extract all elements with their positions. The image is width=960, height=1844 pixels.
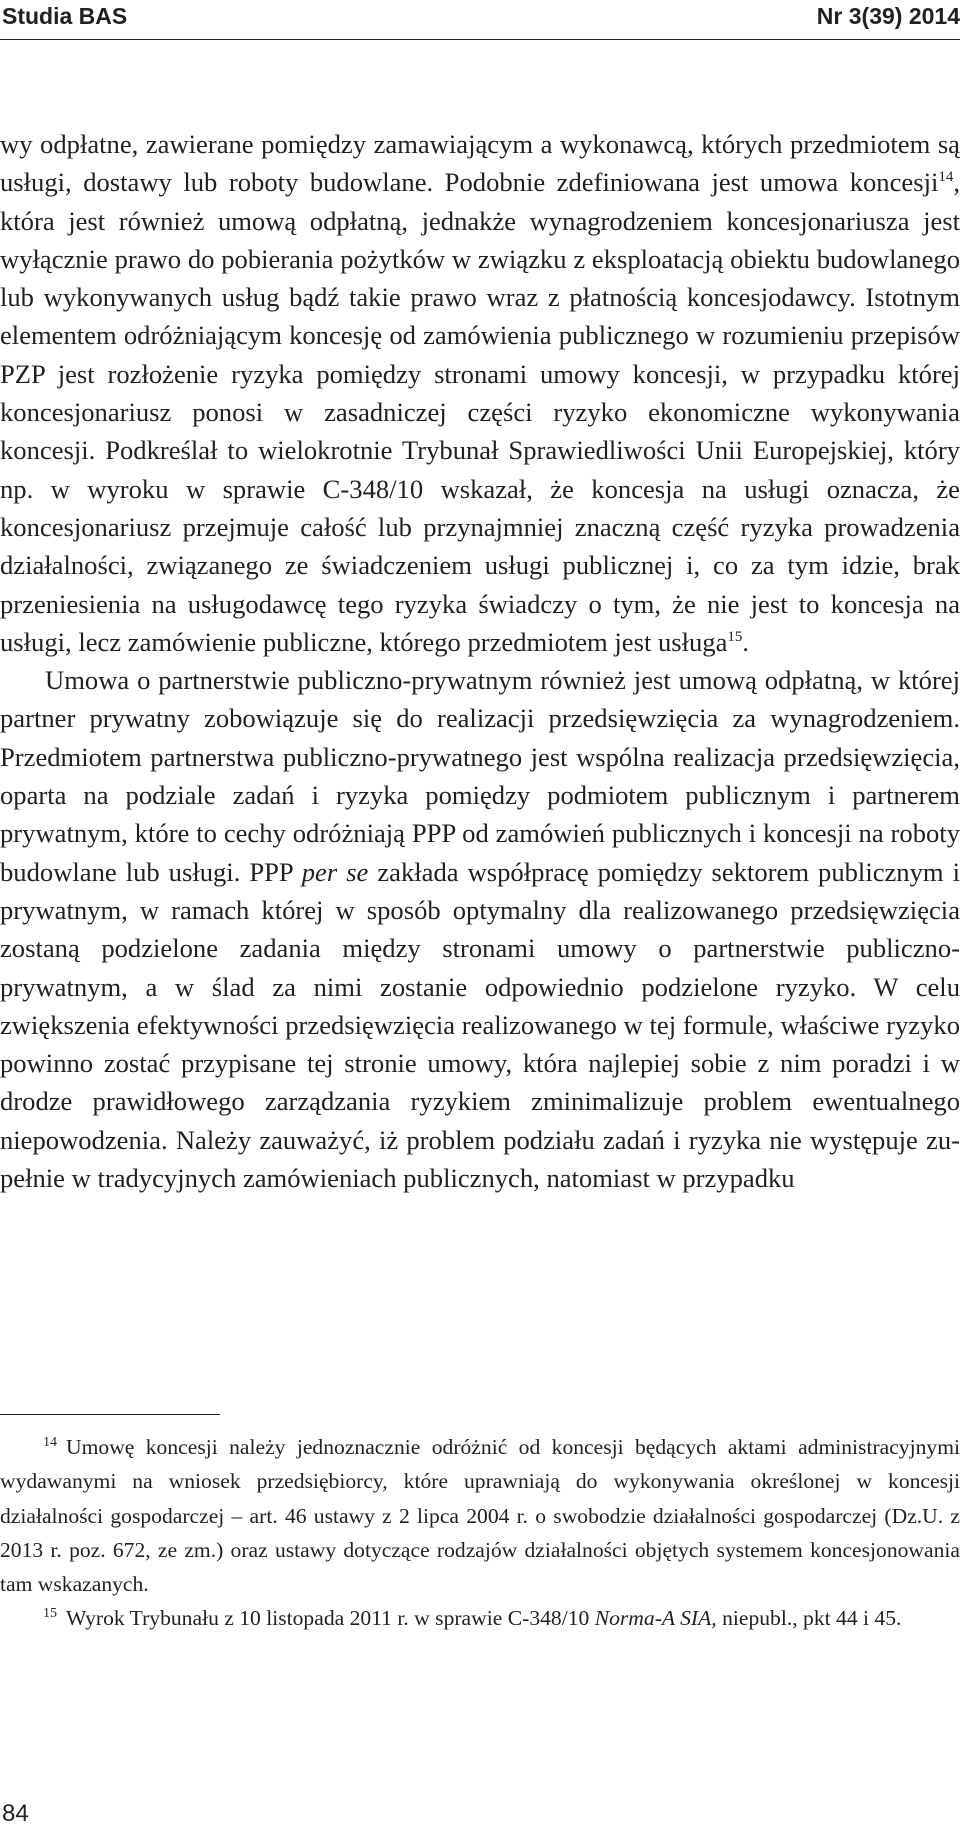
- paragraph-2: [0, 661, 960, 1197]
- paragraph-1-part-a: wy odpłatne, zawierane pomiędzy zamawiającym a wykonawcą, których przedmiotem są usługi, dostawy lub roboty budowlane. Podobnie zdefiniowana jest umowa koncesji: [0, 129, 960, 198]
- footnote-15-part-a: Wyrok Trybunału z 10 listopada 2011 r. w sprawie C-348/10: [66, 1606, 595, 1631]
- footnote-14-text: Umowę koncesji należy jednoznacznie odróżnić od koncesji będących aktami administracyjnymi wydawanymi na wniosek przedsiębiorcy, które uprawniają do wykonywania określonej w koncesji działalności gospodarczej – art. 46 ustawy z 2 lipca 2004 r. o swobodzie działalności gospodarczej (Dz.U. z 2013 r. poz. 672, ze zm.) oraz ustawy dotyczące rodzajów działalności objętych systemem koncesjonowania tam wskazanych.: [0, 1435, 960, 1597]
- paragraph-1-part-b: , która jest również umową odpłatną, jednakże wynagrodzeniem koncesjonariusza jest wyłącznie prawo do pobierania pożytków w związku z eksploatacją obiektu budowlanego lub wykonywanych usług bądź takie prawo wraz z płatnością koncesjodawcy. Istotnym elementem odróżniającym koncesję od zamówienia publicznego w rozumieniu przepisów PZP jest rozłożenie ryzyka pomiędzy stronami umowy koncesji, w przypadku której koncesjonariusz ponosi w zasadniczej części ryzyko ekonomiczne wykonywania koncesji. Podkreślał to wielokrotnie Trybunał Sprawiedliwości Unii Europejskiej, który np. w wyroku w sprawie C-348/10 wskazał, że koncesja na usługi oznacza, że koncesjonariusz przejmuje całość lub przynajmniej znaczną część ryzyka prowadzenia działalności, związanego ze świadczeniem usługi publicznej i, co za tym idzie, brak przeniesienia na usługodawcę tego ryzyka świadczy o tym, że nie jest to koncesja na usługi, lecz zamówienie publiczne, którego przedmiotem jest usługa: [0, 167, 960, 657]
- footnote-ref-15[interactable]: 15: [727, 628, 743, 645]
- footnote-15: [0, 1601, 960, 1635]
- footnote-14-number: 14: [43, 1435, 57, 1450]
- footnotes: [0, 1430, 960, 1636]
- footnote-separator: [0, 1414, 220, 1415]
- paragraph-1: [0, 125, 960, 661]
- paragraph-1-part-c: .: [742, 626, 750, 657]
- page-number: 84: [2, 1800, 29, 1827]
- footnote-15-part-b: niepubl., pkt 44 i 45.: [716, 1606, 902, 1631]
- issue-number: Nr 3(39) 2014: [816, 3, 960, 29]
- footnote-15-number: 15: [43, 1606, 57, 1622]
- paragraph-2-part-a: Umowa o partnerstwie publiczno-prywatnym również jest umową odpłatną, w której partner prywatny zobowiązuje się do realizacji przedsięwzięcia za wynagrodzeniem. Przedmiotem partnerstwa publiczno-prywatnego jest wspólna realizacja przedsięwzięcia, oparta na podziale zadań i ryzyka pomiędzy podmiotem publicznym i partnerem prywatnym, które to cechy odróżniają PPP od zamówień publicznych i koncesji na roboty budowlane lub usługi. PPP: [0, 665, 960, 887]
- footnote-15-italic: Norma-A SIA,: [594, 1606, 717, 1631]
- main-text: [0, 125, 960, 1197]
- paragraph-2-part-b: zakłada współpracę pomiędzy sektorem publicznym i prywatnym, w ramach której w sposób optymalny dla realizowanego przedsięwzięcia zostaną podzielone zadania między stronami umowy o partnerstwie publiczno-prywatnym, a w ślad za nimi zostanie odpowiednio podzielone ryzyko. W celu zwiększenia efektywności przedsięwzięcia realizowanego w tej formule, właściwe ryzyko powinno zostać przypisane tej stronie umowy, która najlepiej sobie z nim poradzi i w drodze prawidłowego zarządzania ryzykiem zminimalizuje problem ewentualnego niepowodzenia. Należy zauważyć, iż problem podziału zadań i ryzyka nie występuje zupełnie w tradycyjnych zamówieniach publicznych, natomiast w przypadku: [0, 856, 960, 1194]
- paragraph-2-italic: per se: [301, 856, 369, 887]
- running-header: [0, 0, 960, 40]
- footnote-ref-14[interactable]: 14: [938, 169, 954, 186]
- journal-title: Studia BAS: [2, 3, 128, 29]
- footnote-14: [0, 1430, 960, 1601]
